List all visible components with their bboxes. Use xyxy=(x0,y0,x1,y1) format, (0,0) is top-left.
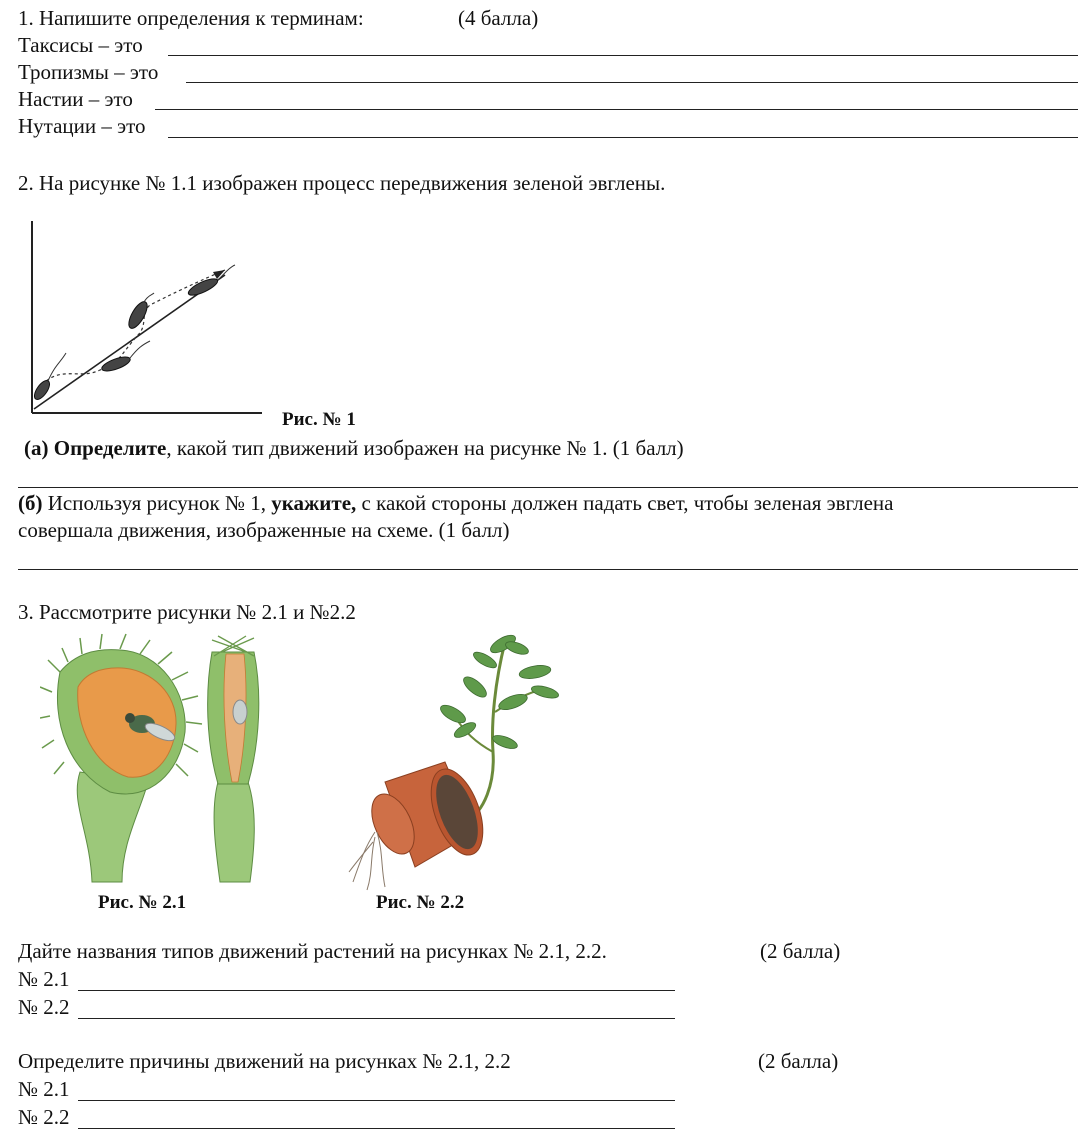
q2-part-b-bold: укажите, xyxy=(271,491,357,515)
open-trap xyxy=(40,634,202,882)
q2-part-b-line2: совершала движения, изображенные на схеме. (1 балл) xyxy=(18,518,510,542)
q2-part-a xyxy=(24,436,684,460)
euglena-cell xyxy=(186,265,235,298)
q3-causes-item-1: № 2.1 xyxy=(18,1077,70,1101)
euglena-cell xyxy=(32,353,66,402)
term-nasty-answer-line[interactable] xyxy=(155,109,1078,110)
term-tropism-answer-line[interactable] xyxy=(186,82,1078,83)
q2-part-b-text2: с какой стороны должен падать свет, чтобы зеленая эвглена xyxy=(356,491,894,515)
q2-part-b-line1 xyxy=(18,491,893,515)
term-nasty-label: Настии – это xyxy=(18,87,133,111)
q3-causes-item-1-answer-line[interactable] xyxy=(78,1100,675,1101)
euglena-cell xyxy=(125,293,154,331)
euglena-movement-figure xyxy=(20,215,270,420)
closed-trap xyxy=(208,636,259,882)
figure-2-2-caption: Рис. № 2.2 xyxy=(376,892,465,913)
q3-names-item-2-answer-line[interactable] xyxy=(78,1018,675,1019)
q2-part-b-answer-line[interactable] xyxy=(18,569,1078,570)
q3-names-points: (2 балла) xyxy=(760,939,841,963)
q1-points: (4 балла) xyxy=(458,6,539,30)
term-taxis-label: Таксисы – это xyxy=(18,33,143,57)
q1-title-text: 1. Напишите определения к терминам: xyxy=(18,6,364,30)
q3-causes-points: (2 балла) xyxy=(758,1049,839,1073)
term-nutation-answer-line[interactable] xyxy=(168,137,1078,138)
q1-title xyxy=(18,6,364,30)
q3-names-item-1-answer-line[interactable] xyxy=(78,990,675,991)
figure-2-1-caption: Рис. № 2.1 xyxy=(98,892,187,913)
potted-plant-figure xyxy=(345,632,560,897)
q3-causes-item-2-answer-line[interactable] xyxy=(78,1128,675,1129)
q2-part-a-answer-line[interactable] xyxy=(18,487,1078,488)
q3-title: 3. Рассмотрите рисунки № 2.1 и №2.2 xyxy=(18,600,356,624)
term-tropism-label: Тропизмы – это xyxy=(18,60,159,84)
figure-1-caption: Рис. № 1 xyxy=(282,409,356,430)
q3-causes-item-2: № 2.2 xyxy=(18,1105,70,1129)
q2-part-a-text: , какой тип движений изображен на рисунке № 1. (1 балл) xyxy=(166,436,684,460)
q2-part-b-text1: Используя рисунок № 1, xyxy=(42,491,272,515)
q3-causes-prompt: Определите причины движений на рисунках № 2.1, 2.2 xyxy=(18,1049,511,1073)
venus-flytrap-figure xyxy=(40,632,270,887)
q2-part-a-label: (а) Определите xyxy=(24,436,167,460)
q3-names-prompt: Дайте названия типов движений растений на рисунках № 2.1, 2.2. xyxy=(18,939,607,963)
term-taxis-answer-line[interactable] xyxy=(168,55,1078,56)
plant-roots xyxy=(349,832,385,890)
term-nutation-label: Нутации – это xyxy=(18,114,146,138)
q3-names-item-2: № 2.2 xyxy=(18,995,70,1019)
q2-part-b-label: (б) xyxy=(18,491,43,515)
q2-title: 2. На рисунке № 1.1 изображен процесс передвижения зеленой эвглены. xyxy=(18,171,666,195)
q3-names-item-1: № 2.1 xyxy=(18,967,70,991)
flower-pot xyxy=(363,762,493,867)
